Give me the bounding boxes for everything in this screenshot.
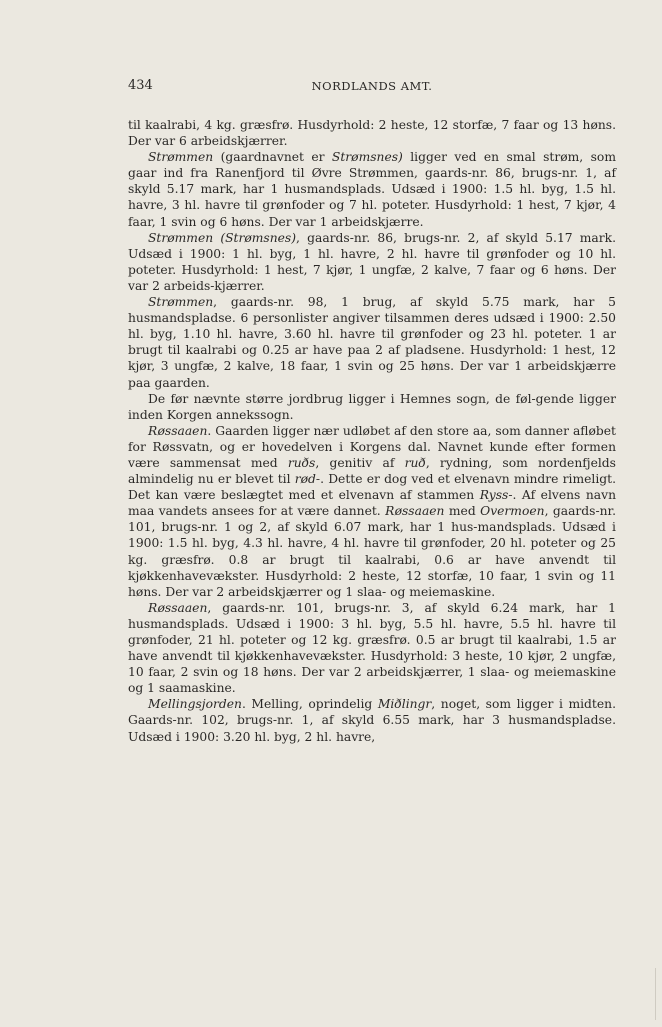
text-run: til kaalrabi, 4 kg. græsfrø. Husdyrhold: 2 heste, 12 storfæ, 7 faar og 13 høns. Der var 6 arbeidskjærrer. bbox=[128, 118, 616, 149]
paragraph bbox=[128, 423, 616, 600]
italic-term: ruð bbox=[404, 455, 426, 470]
page-header bbox=[128, 78, 616, 98]
body-text bbox=[128, 117, 616, 745]
running-title: NORDLANDS AMT. bbox=[311, 79, 433, 93]
text-run: , rydning, som nordenfjelds almindelig nu er blevet til bbox=[128, 455, 616, 487]
italic-term: Overmoen bbox=[480, 504, 545, 519]
text-run: . Melling, oprindelig bbox=[241, 697, 378, 712]
text-run: (gaardnavnet er bbox=[213, 150, 332, 165]
italic-term: Røssaaen bbox=[148, 423, 208, 438]
paragraph bbox=[128, 294, 616, 391]
italic-term: Strømmen bbox=[148, 150, 214, 165]
text-run: , gaards-nr. 98, 1 brug, af skyld 5.75 mark, har 5 husmandspladse. 6 personlister angiver tilsammen deres udsæd i 1900: 2.50 hl. byg, 1.10 hl. havre, 3.60 hl. havre til grønfoder og 23 hl. poteter. 1 ar brugt til kaalrabi og 0.25 ar have paa 2 af pladsene. Husdyrhold: 1 hest, 12 kjør, 3 ungfæ, 2 kalve, 18 faar, 1 svin og 25 høns. Der var 1 arbeidskjærre paa gaarden. bbox=[128, 295, 616, 390]
paragraph bbox=[128, 149, 616, 229]
italic-term: Røssaaen bbox=[385, 504, 445, 519]
paragraph bbox=[128, 230, 616, 294]
text-run: De før nævnte større jordbrug ligger i Hemnes sogn, de føl-gende ligger inden Korgen annekssogn. bbox=[128, 391, 616, 422]
page-number: 434 bbox=[128, 78, 153, 93]
text-run: . Af elvens navn maa vandets ansees for at være dannet. bbox=[128, 488, 616, 519]
text-run: , gaards-nr. 86, brugs-nr. 2, af skyld 5.17 mark. Udsæd i 1900: 1 hl. byg, 1 hl. havre, 2 hl. havre til grønfoder og 10 hl. poteter. Husdyrhold: 1 hest, 7 kjør, 1 ungfæ, 2 kalve, 7 faar og 6 høns. Der var 2 arbeids-kjærrer. bbox=[128, 230, 616, 293]
text-run: , gaards-nr. 101, brugs-nr. 3, af skyld 6.24 mark, har 1 husmandsplads. Udsæd i 1900: 3 hl. byg, 5.5 hl. havre, 5.5 hl. havre til grønfoder, 21 hl. poteter og 12 kg. græsfrø. 0.5 ar brugt til kaalrabi, 1.5 ar have anvendt til kjøkkenhavevækster. Husdyrhold: 3 heste, 10 kjør, 2 ungfæ, 10 faar, 2 svin og 18 høns. Der var 2 arbeidskjærrer, 1 slaa- og meiemaskine og 1 saamaskine. bbox=[128, 600, 616, 696]
text-run: ligger ved en smal strøm, som gaar ind fra Ranenfjord til Øvre Strømmen, gaards-nr. 86, brugs-nr. 1, af skyld 5.17 mark, har 1 husmandsplads. Udsæd i 1900: 1.5 hl. byg, 1.5 hl. havre, 3 hl. havre til grønfoder og 7 hl. poteter. Husdyrhold: 1 hest, 7 kjør, 4 faar, 1 svin og 6 høns. Der var 1 arbeidskjærre. bbox=[128, 150, 616, 229]
paragraph bbox=[128, 696, 616, 744]
italic-term: rød- bbox=[294, 472, 321, 487]
italic-term: Ryss- bbox=[479, 488, 513, 503]
text-run: . Gaarden ligger nær udløbet af den store aa, som danner afløbet for Røssvatn, og er hovedelven i Korgens dal. Navnet kunde efter formen være sammensat med bbox=[128, 423, 616, 470]
paragraph bbox=[128, 117, 616, 149]
italic-term: Røssaaen bbox=[148, 600, 208, 615]
paragraph bbox=[128, 391, 616, 423]
text-run: . Dette er dog ved et elvenavn mindre rimeligt. Det kan være beslægtet med et elvenavn af stammen bbox=[128, 472, 616, 503]
italic-term: ruðs bbox=[287, 455, 316, 470]
text-run: , gaards-nr. 101, brugs-nr. 1 og 2, af skyld 6.07 mark, har 1 hus-mandsplads. Udsæd i 1900: 1.5 hl. byg, 4.3 hl. havre, 4 hl. havre til grønfoder, 20 hl. poteter og 25 kg. græsfrø. 0.8 ar brugt til kaalrabi, 0.6 ar have anvendt til kjøkkenhavevækster. Husdyrhold: 2 heste, 12 storfæ, 10 faar, 1 svin og 11 høns. Der var 2 arbeidskjærrer og 1 slaa- og meiemaskine. bbox=[128, 504, 616, 599]
text-run: , genitiv af bbox=[315, 455, 405, 470]
paragraph bbox=[128, 600, 616, 697]
text-run: , noget, som ligger i midten. Gaards-nr. 102, brugs-nr. 1, af skyld 6.55 mark, har 3 husmandspladse. Udsæd i 1900: 3.20 hl. byg, 2 hl. havre, bbox=[128, 697, 616, 744]
italic-term: Strømsnes) bbox=[331, 150, 403, 165]
italic-term: Strømmen (Strømsnes) bbox=[148, 230, 297, 245]
italic-term: Strømmen bbox=[148, 295, 214, 310]
italic-term: Miðlingr bbox=[377, 697, 432, 712]
text-run: med bbox=[444, 504, 481, 519]
italic-term: Mellingsjorden bbox=[148, 697, 242, 712]
page-edge-mark bbox=[655, 968, 656, 1020]
